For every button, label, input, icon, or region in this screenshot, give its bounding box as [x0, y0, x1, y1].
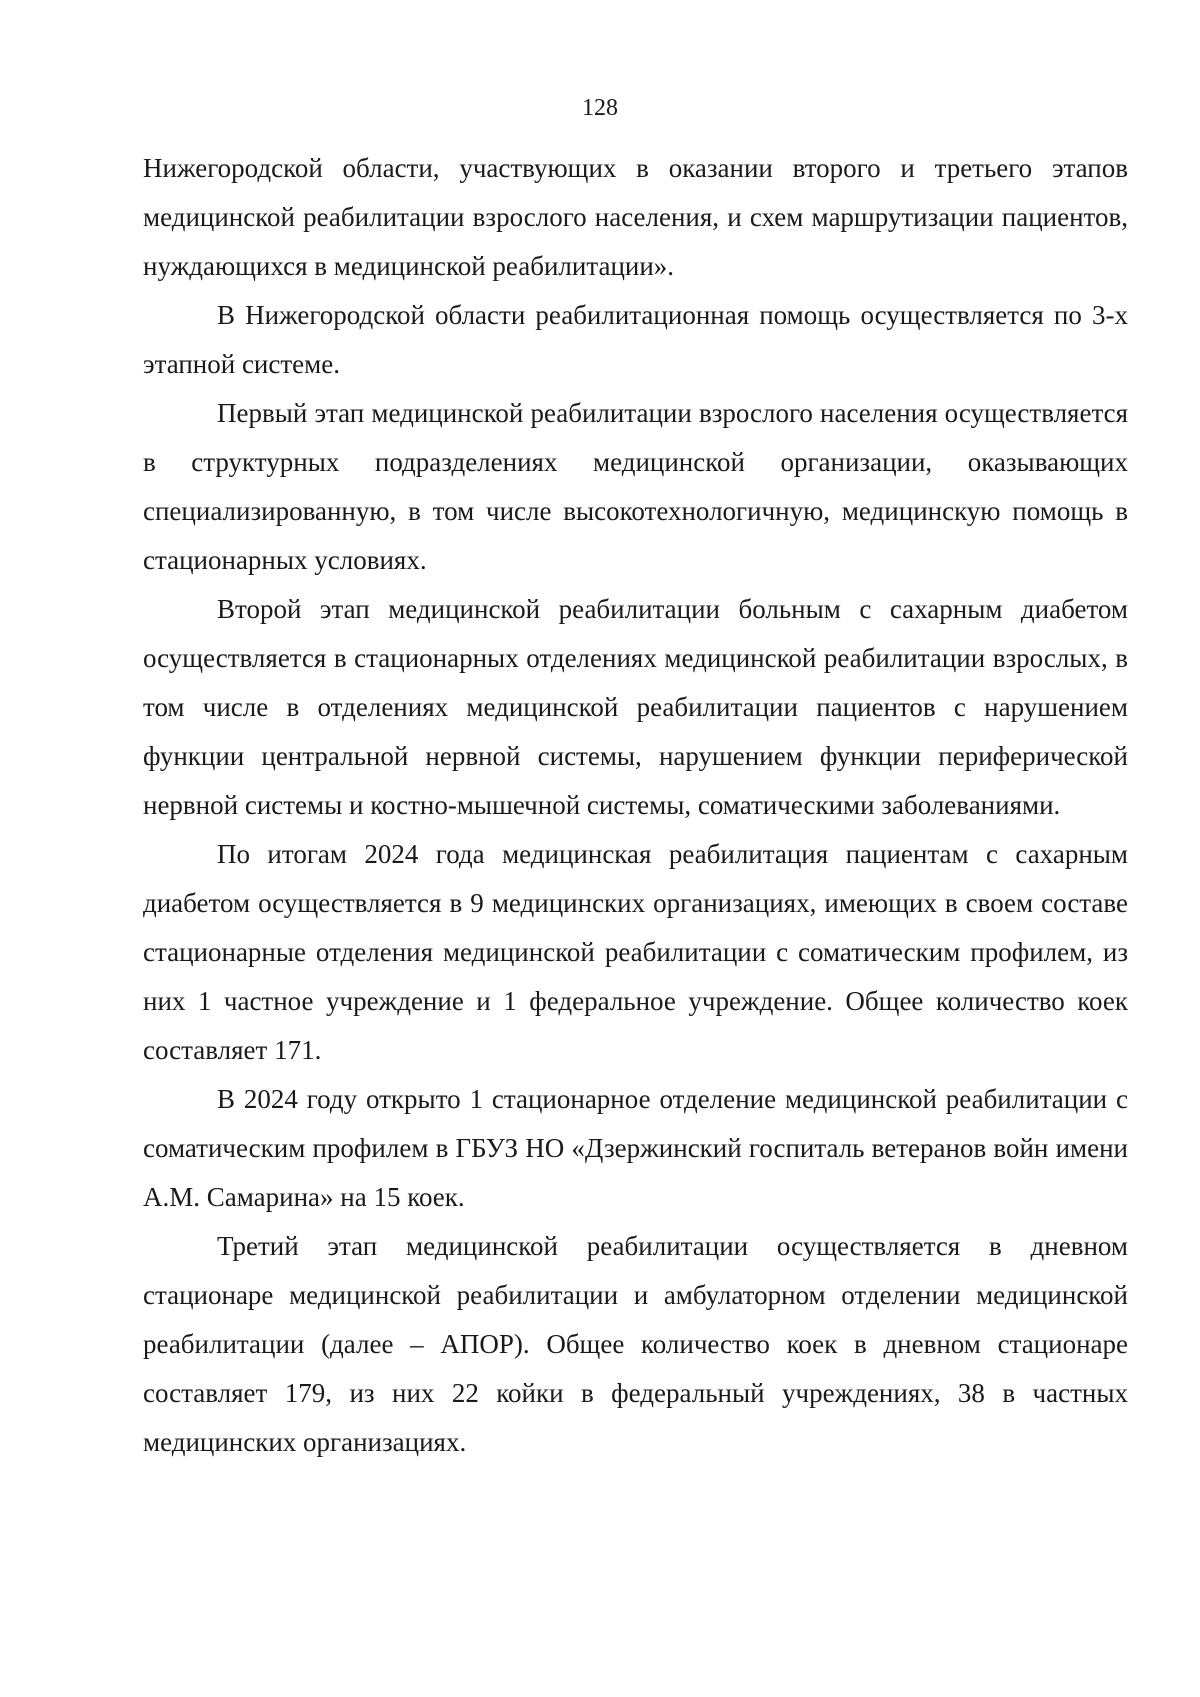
paragraph-2024-results: По итогам 2024 года медицинская реабилитация пациентам с сахарным диабетом осуществляется в 9 медицинских организациях, имеющих в своем составе стационарные отделения медицинской реабилитации с соматическим профилем, из них 1 частное учреждение и 1 федеральное учреждение. Общее количество коек составляет 171. [143, 839, 1128, 1065]
paragraph-second-stage: Второй этап медицинской реабилитации больным с сахарным диабетом осуществляется в стационарных отделениях медицинской реабилитации взрослых, в том числе в отделениях медицинской реабилитации пациентов с нарушением функции центральной нервной системы, нарушением функции периферической нервной системы и костно-мышечной системы, соматическими заболеваниями. [143, 594, 1128, 820]
document-body [143, 144, 1128, 1467]
paragraph-continuation: Нижегородской области, участвующих в оказании второго и третьего этапов медицинской реабилитации взрослого населения, и схем маршрутизации пациентов, нуждающихся в медицинской реабилитации». [143, 153, 1128, 281]
paragraph-new-department: В 2024 году открыто 1 стационарное отделение медицинской реабилитации с соматическим профилем в ГБУЗ НО «Дзержинский госпиталь ветеранов войн имени А.М. Самарина» на 15 коек. [143, 1084, 1128, 1212]
paragraph-rehab-system: В Нижегородской области реабилитационная помощь осуществляется по 3-х этапной системе. [143, 300, 1128, 379]
paragraph-first-stage: Первый этап медицинской реабилитации взрослого населения осуществляется в структурных подразделениях медицинской организации, оказывающих специализированную, в том числе высокотехнологичную, медицинскую помощь в стационарных условиях. [143, 398, 1128, 575]
page-number: 128 [582, 95, 618, 121]
paragraph-third-stage: Третий этап медицинской реабилитации осуществляется в дневном стационаре медицинской реабилитации и амбулаторном отделении медицинской реабилитации (далее – АПОР). Общее количество коек в дневном стационаре составляет 179, из них 22 койки в федеральный учреждениях, 38 в частных медицинских организациях. [143, 1231, 1128, 1457]
